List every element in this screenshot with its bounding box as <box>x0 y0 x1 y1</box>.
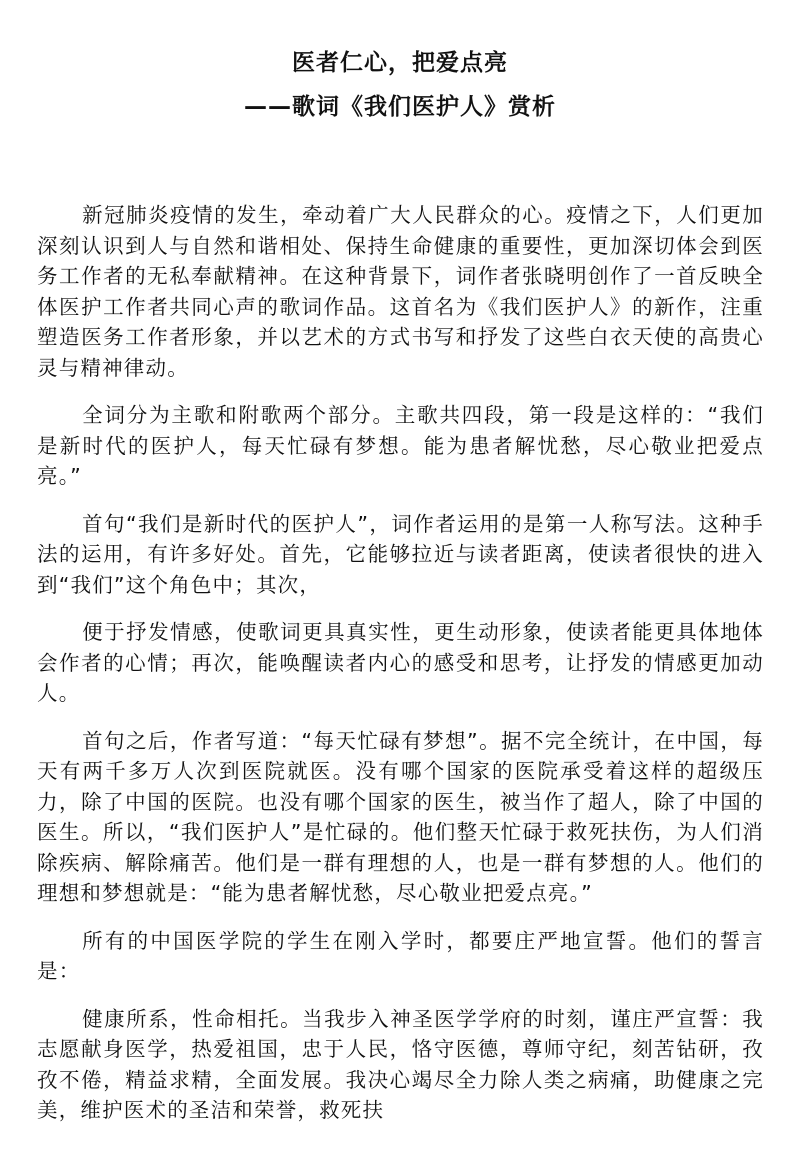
paragraph: 便于抒发情感，使歌词更具真实性，更生动形象，使读者能更具体地体会作者的心情；再次，能唤醒读者内心的感受和思考，让抒发的情感更加动人。 <box>37 620 764 705</box>
paragraph: 健康所系，性命相托。当我步入神圣医学学府的时刻，谨庄严宣誓：我志愿献身医学，热爱祖国，忠于人民，恪守医德，尊师守纪，刻苦钻研，孜孜不倦，精益求精，全面发展。我决心竭尽全力除人类之病痛，助健康之完美，维护医术的圣洁和荣誉，救死扶 <box>37 1006 764 1122</box>
article-body <box>37 200 764 1143</box>
article-title: 医者仁心，把爱点亮 <box>292 50 508 76</box>
paragraph: 首句“我们是新时代的医护人”，词作者运用的是第一人称写法。这种手法的运用，有许多好处。首先，它能够拉近与读者距离，使读者很快的进入到“我们”这个角色中；其次， <box>37 511 764 597</box>
paragraph: 首句之后，作者写道：“每天忙碌有梦想”。据不完全统计，在中国，每天有两千多万人次到医院就医。没有哪个国家的医院承受着这样的超级压力，除了中国的医院。也没有哪个国家的医生，被当作了超人，除了中国的医生。所以，“我们医护人”是忙碌的。他们整天忙碌于救死扶伤，为人们消除疾病、解除痛苦。他们是一群有理想的人，也是一群有梦想的人。他们的理想和梦想就是：“能为患者解忧愁，尽心敬业把爱点亮。” <box>37 728 764 905</box>
title-block <box>0 44 800 126</box>
paragraph: 全词分为主歌和附歌两个部分。主歌共四段，第一段是这样的：“我们是新时代的医护人，每天忙碌有梦想。能为患者解忧愁，尽心敬业把爱点亮。” <box>37 403 764 488</box>
paragraph: 所有的中国医学院的学生在刚入学时，都要庄严地宣誓。他们的誓言是： <box>37 928 764 983</box>
article-subtitle: ——歌词《我们医护人》赏析 <box>244 94 556 120</box>
paragraph: 新冠肺炎疫情的发生，牵动着广大人民群众的心。疫情之下，人们更加深刻认识到人与自然和谐相处、保持生命健康的重要性，更加深切体会到医务工作者的无私奉献精神。在这种背景下，词作者张晓明创作了一首反映全体医护工作者共同心声的歌词作品。这首名为《我们医护人》的新作，注重塑造医务工作者形象，并以艺术的方式书写和抒发了这些白衣天使的高贵心灵与精神律动。 <box>37 203 764 380</box>
